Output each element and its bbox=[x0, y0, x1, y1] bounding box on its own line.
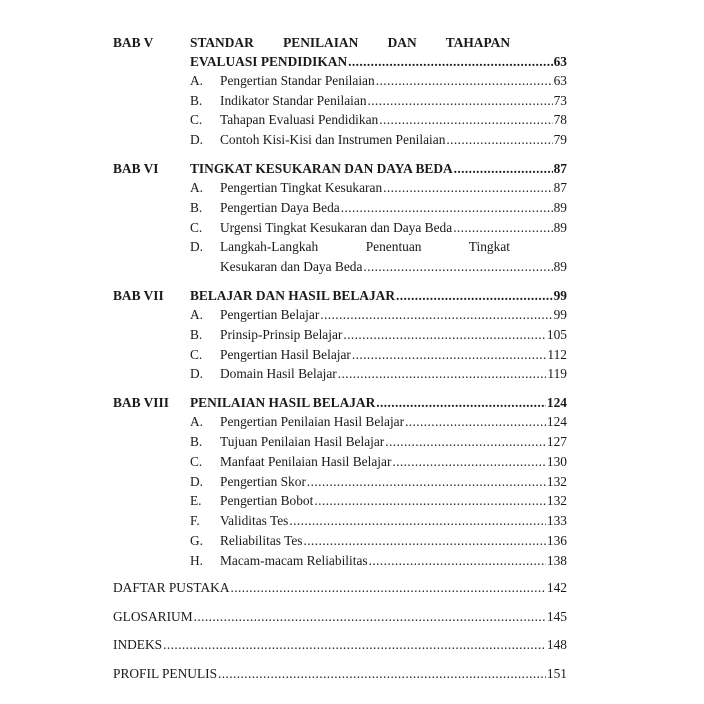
toc-item bbox=[190, 552, 567, 570]
chapter-title bbox=[190, 53, 567, 71]
toc-item bbox=[220, 258, 567, 276]
item-letter: B. bbox=[190, 199, 203, 215]
chapter-title-text: BELAJAR DAN HASIL BELAJAR bbox=[190, 288, 395, 304]
item-line bbox=[190, 238, 510, 256]
toc-item bbox=[190, 326, 567, 344]
dot-leader bbox=[379, 111, 552, 129]
dot-leader bbox=[320, 306, 552, 324]
page-number: 127 bbox=[546, 434, 567, 449]
page-number: 119 bbox=[547, 366, 567, 382]
toc-item-text: Domain Hasil Belajar bbox=[220, 366, 337, 382]
dot-leader bbox=[363, 258, 552, 276]
toc-item bbox=[190, 433, 567, 451]
toc-item-text: Prinsip-Prinsip Belajar bbox=[220, 326, 343, 342]
page-number: 142 bbox=[546, 579, 567, 595]
item-letter: B. bbox=[190, 434, 203, 449]
page-number: 136 bbox=[546, 533, 567, 548]
item-letter: C. bbox=[190, 112, 203, 128]
page-number: 112 bbox=[547, 346, 567, 362]
page-number: 138 bbox=[546, 552, 567, 568]
dot-leader bbox=[348, 53, 552, 71]
toc-item-text: Pengertian Bobot bbox=[220, 493, 314, 509]
back-matter-item-text: GLOSARIUM bbox=[113, 608, 193, 624]
page-number: 124 bbox=[546, 414, 567, 430]
toc-item bbox=[190, 365, 567, 383]
item-letter: A. bbox=[190, 180, 204, 195]
toc-item-text: Pengertian Belajar bbox=[220, 307, 320, 322]
back-matter-item bbox=[113, 665, 567, 683]
dot-leader bbox=[231, 579, 546, 597]
page-number: 105 bbox=[546, 326, 567, 342]
dot-leader bbox=[304, 532, 546, 550]
item-letter: G. bbox=[190, 533, 204, 548]
dot-leader bbox=[307, 473, 546, 491]
item-letter: A. bbox=[190, 72, 204, 88]
item-letter: D. bbox=[190, 239, 204, 255]
page-number: 63 bbox=[553, 54, 567, 69]
toc-item bbox=[190, 92, 567, 110]
toc-item-text: Macam-macam Reliabilitas bbox=[220, 552, 368, 568]
chapter-title-line1: STANDAR PENILAIAN DAN TAHAPAN bbox=[190, 35, 510, 50]
toc-item-text: Indikator Standar Penilaian bbox=[220, 92, 367, 108]
chapter-title bbox=[190, 160, 567, 178]
toc-item-text: Kesukaran dan Daya Beda bbox=[220, 259, 363, 275]
back-matter-item bbox=[113, 636, 567, 654]
back-matter-item bbox=[113, 579, 567, 597]
page-number: 87 bbox=[553, 161, 567, 177]
page-number: 89 bbox=[553, 219, 567, 235]
dot-leader bbox=[194, 608, 546, 626]
dot-leader bbox=[343, 326, 546, 344]
page-number: 132 bbox=[546, 473, 567, 489]
back-matter-item-text: DAFTAR PUSTAKA bbox=[113, 579, 230, 595]
toc-item-text: Validitas Tes bbox=[220, 513, 289, 529]
item-letter: C. bbox=[190, 453, 203, 469]
dot-leader bbox=[405, 413, 546, 431]
back-matter-item bbox=[113, 608, 567, 626]
toc-item-text: Pengertian Standar Penilaian bbox=[220, 72, 375, 88]
item-letter: H. bbox=[190, 552, 204, 568]
item-text-line1: Langkah-Langkah Penentuan Tingkat bbox=[220, 239, 510, 255]
dot-leader bbox=[218, 665, 546, 683]
toc-item bbox=[190, 199, 567, 217]
page-number: 89 bbox=[553, 259, 567, 275]
page-number: 78 bbox=[553, 112, 567, 128]
chapter-title bbox=[190, 394, 567, 412]
item-letter: A. bbox=[190, 307, 204, 322]
toc-item bbox=[190, 219, 567, 237]
toc-item bbox=[190, 512, 567, 530]
page-number: 99 bbox=[553, 307, 567, 322]
dot-leader bbox=[376, 394, 546, 412]
page-number: 133 bbox=[546, 513, 567, 529]
chapter-title-text: TINGKAT KESUKARAN DAN DAYA BEDA bbox=[190, 161, 453, 177]
chapter-label: BAB VIII bbox=[113, 395, 169, 411]
page-number: 63 bbox=[553, 72, 567, 88]
page-number: 79 bbox=[553, 132, 567, 148]
toc-item-text: Pengertian Tingkat Kesukaran bbox=[220, 180, 383, 195]
item-letter: C. bbox=[190, 219, 203, 235]
toc-item bbox=[190, 111, 567, 129]
toc-item-text: Manfaat Penilaian Hasil Belajar bbox=[220, 453, 392, 469]
item-letter: C. bbox=[190, 346, 203, 362]
item-letter: D. bbox=[190, 366, 204, 382]
toc-item bbox=[190, 346, 567, 364]
chapter-title-text: EVALUASI PENDIDIKAN bbox=[190, 54, 348, 69]
toc-item-text: Tujuan Penilaian Hasil Belajar bbox=[220, 434, 385, 449]
dot-leader bbox=[314, 492, 546, 510]
page-number: 151 bbox=[546, 665, 567, 681]
toc-item-text: Pengertian Skor bbox=[220, 473, 306, 489]
item-letter: B. bbox=[190, 326, 203, 342]
chapter-title-text: PENILAIAN HASIL BELAJAR bbox=[190, 395, 376, 411]
item-letter: D. bbox=[190, 132, 204, 148]
page-number: 145 bbox=[546, 608, 567, 624]
item-letter: F. bbox=[190, 513, 200, 529]
dot-leader bbox=[376, 72, 553, 90]
dot-leader bbox=[369, 552, 546, 570]
dot-leader bbox=[352, 346, 547, 364]
toc-item bbox=[190, 453, 567, 471]
page-number: 148 bbox=[546, 637, 567, 653]
dot-leader bbox=[163, 636, 546, 654]
dot-leader bbox=[383, 179, 552, 197]
toc-item-text: Pengertian Penilaian Hasil Belajar bbox=[220, 414, 405, 430]
page-number: 87 bbox=[553, 180, 567, 195]
dot-leader bbox=[385, 433, 546, 451]
toc-item bbox=[190, 306, 567, 324]
dot-leader bbox=[392, 453, 545, 471]
toc-item bbox=[190, 473, 567, 491]
toc-item bbox=[190, 492, 567, 510]
toc-item-text: Urgensi Tingkat Kesukaran dan Daya Beda bbox=[220, 219, 453, 235]
chapter-label: BAB VI bbox=[113, 161, 159, 177]
dot-leader bbox=[368, 92, 553, 110]
chapter-title-line bbox=[190, 34, 510, 52]
item-letter: D. bbox=[190, 473, 204, 489]
chapter-label: BAB VII bbox=[113, 288, 164, 304]
dot-leader bbox=[338, 365, 547, 383]
page-number: 99 bbox=[553, 288, 567, 304]
toc-item bbox=[190, 179, 567, 197]
toc-item-text: Reliabilitas Tes bbox=[220, 533, 303, 548]
page-number: 73 bbox=[553, 92, 567, 108]
back-matter-item-text: INDEKS bbox=[113, 637, 163, 653]
toc-item-text: Tahapan Evaluasi Pendidikan bbox=[220, 112, 379, 128]
dot-leader bbox=[341, 199, 553, 217]
dot-leader bbox=[396, 287, 553, 305]
toc-item-text: Pengertian Daya Beda bbox=[220, 199, 340, 215]
toc-item-text: Contoh Kisi-Kisi dan Instrumen Penilaian bbox=[220, 132, 446, 148]
toc-item bbox=[190, 72, 567, 90]
dot-leader bbox=[446, 131, 552, 149]
item-letter: E. bbox=[190, 493, 202, 509]
chapter-title bbox=[190, 287, 567, 305]
page-number: 89 bbox=[553, 199, 567, 215]
page-number: 132 bbox=[546, 493, 567, 509]
toc-item bbox=[190, 131, 567, 149]
chapter-label: BAB V bbox=[113, 35, 154, 50]
dot-leader bbox=[454, 160, 553, 178]
toc-item bbox=[190, 413, 567, 431]
item-letter: A. bbox=[190, 414, 204, 430]
toc-item bbox=[190, 532, 567, 550]
dot-leader bbox=[453, 219, 552, 237]
item-letter: B. bbox=[190, 92, 203, 108]
dot-leader bbox=[289, 512, 546, 530]
toc-item-text: Pengertian Hasil Belajar bbox=[220, 346, 351, 362]
page-number: 130 bbox=[546, 453, 567, 469]
page-number: 124 bbox=[546, 395, 567, 411]
back-matter-item-text: PROFIL PENULIS bbox=[113, 665, 218, 681]
